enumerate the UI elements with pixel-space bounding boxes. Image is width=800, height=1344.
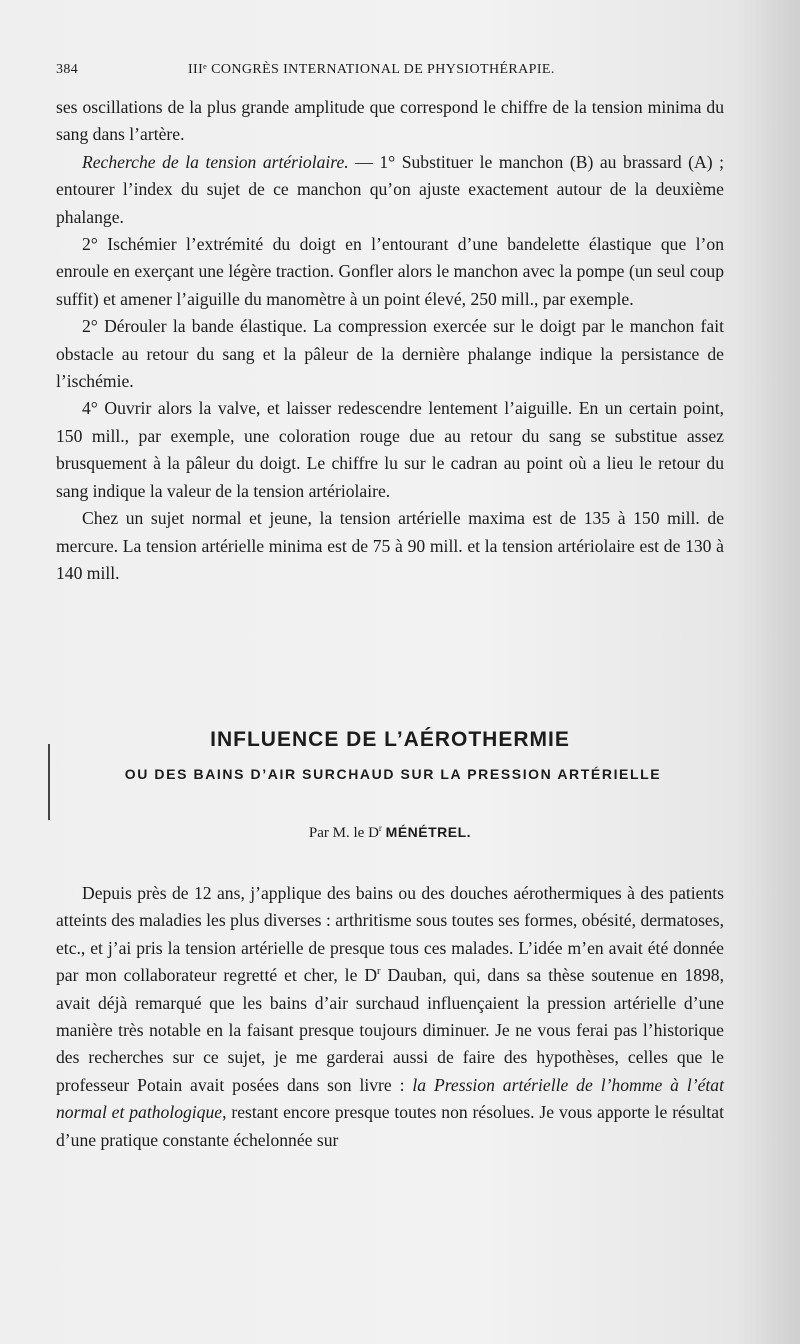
superscript: r	[377, 966, 381, 978]
page-number: 384	[56, 62, 79, 77]
top-body-text	[56, 94, 724, 587]
paragraph: Chez un sujet normal et jeune, la tension artérielle maxima est de 135 à 150 mill. de mercure. La tension artérielle minima est de 75 à 90 mill. et la tension artériolaire est de 130 à 140 mill.	[56, 508, 724, 583]
running-head-title: IIIᵉ CONGRÈS INTERNATIONAL DE PHYSIOTHÉRAPIE.	[188, 62, 555, 77]
paragraph-text: , restant encore presque toutes non résolues. Je vous apporte le résultat d’une pratique constante échelonnée sur	[56, 1102, 724, 1150]
paragraph	[56, 880, 724, 1154]
byline-prefix: Par M. le D	[308, 825, 379, 841]
author-name: MÉNÉTREL.	[385, 824, 472, 840]
paragraph-text: Dauban, qui, dans sa thèse soutenue en 1898, avait déjà remarqué que les bains d’air surchaud influençaient la pression artérielle d’une manière très notable en la faisant presque toujours diminuer. Je ne vous ferai pas l’historique des recherches sur ce sujet, je me garderai aussi de faire des hypothèses, celles que le professeur Potain avait posées dans son livre :	[56, 965, 725, 1095]
paragraph-text: — 1° Substituer le manchon (B) au brassard (A) ; entourer l’index du sujet de ce manchon qu’on ajuste exactement autour de la deuxième phalange.	[56, 151, 724, 227]
paragraph: ses oscillations de la plus grande amplitude que correspond le chiffre de la tension minima du sang dans l’artère.	[56, 97, 724, 145]
section-title: INFLUENCE DE L’AÉROTHERMIE	[210, 728, 570, 751]
section-subtitle: OU DES BAINS D’AIR SURCHAUD SUR LA PRESSION ARTÉRIELLE	[124, 766, 662, 782]
margin-mark	[48, 744, 50, 820]
book-title: la Pression artérielle de l’homme à l’état normal et pathologique	[56, 1074, 724, 1123]
paragraph: 4° Ouvrir alors la valve, et laisser redescendre lentement l’aiguille. En un certain point, 150 mill., par exemple, une coloration rouge due au retour du sang se substitue assez brusquement à la pâleur du doigt. Le chiffre lu sur le cadran au point où a lieu le retour du sang indique la valeur de la tension artériolaire.	[56, 398, 724, 501]
paragraph	[56, 149, 724, 231]
bottom-body-text	[56, 880, 724, 1154]
paragraph-text: Depuis près de 12 ans, j’applique des bains ou des douches aérothermiques à des patients atteints des maladies les plus diverses : arthritisme sous toutes ses formes, obésité, dermatoses, etc., et j’ai pris la tension artérielle de presque tous ces malades. L’idée m’en avait été donnée par mon collaborateur regretté et cher, le D	[56, 883, 724, 986]
italic-heading: Recherche de la tension artériolaire.	[82, 151, 349, 172]
paragraph: 2° Ischémier l’extrémité du doigt en l’entourant d’une bandelette élastique que l’on enroule en exerçant une légère traction. Gonfler alors le manchon avec la pompe (un seul coup suffit) et amener l’aiguille du manomètre à un point élevé, 250 mill., par exemple.	[56, 234, 724, 309]
byline	[56, 824, 724, 842]
byline-sup: r	[378, 823, 382, 833]
paragraph: 2° Dérouler la bande élastique. La compression exercée sur le doigt par le manchon fait obstacle au retour du sang et la pâleur de la dernière phalange indique la persistance de l’ischémie.	[56, 316, 724, 392]
